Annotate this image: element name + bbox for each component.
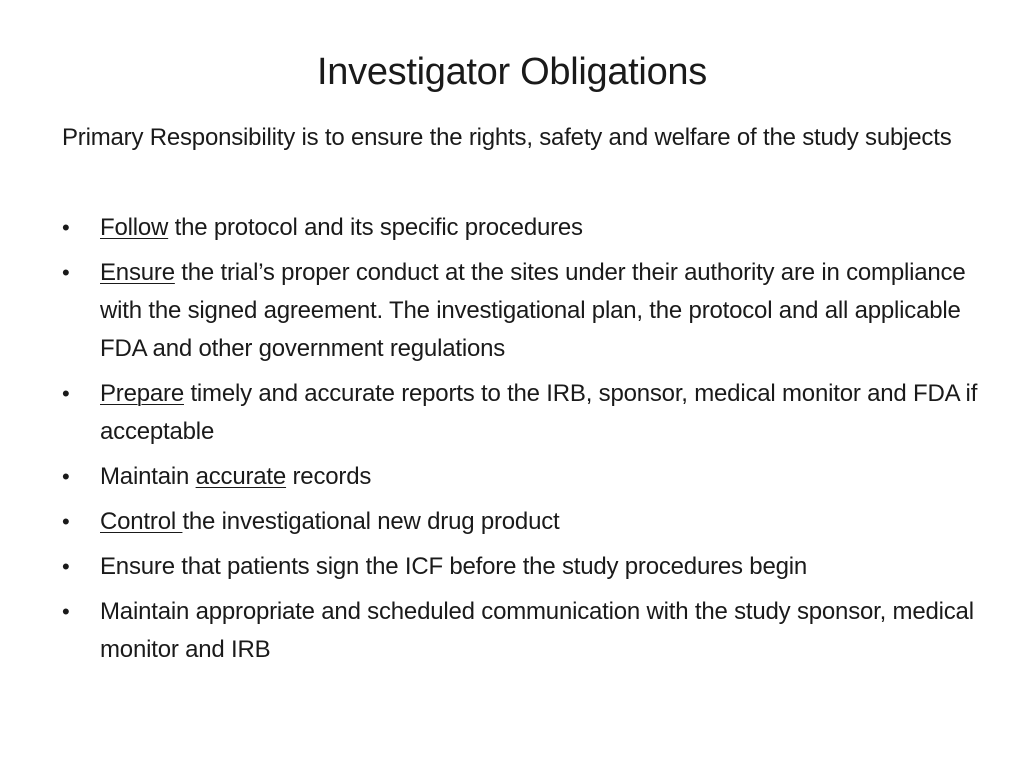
bullet-item-control <box>62 503 982 541</box>
bullet-keyword: Control <box>100 508 183 535</box>
bullet-item-maintain-records <box>62 458 982 496</box>
slide-title: Investigator Obligations <box>317 51 707 93</box>
bullet-text-after: records <box>286 463 372 490</box>
bullet-glyph: • <box>62 464 70 489</box>
bullet-item-ensure-conduct <box>62 254 982 368</box>
bullet-glyph: • <box>62 260 70 285</box>
bullet-glyph: • <box>62 381 70 406</box>
bullet-glyph: • <box>62 215 70 240</box>
bullet-glyph: • <box>62 509 70 534</box>
bullet-text: the trial’s proper conduct at the sites under their authority are in compliance with the signed agreement. The investigational plan, the protocol and all applicable FDA and other government regulations <box>100 259 966 362</box>
bullet-keyword: Prepare <box>100 380 184 407</box>
bullet-item-follow <box>62 209 982 247</box>
bullet-item-communication <box>62 593 982 669</box>
bullet-keyword: Follow <box>100 214 169 241</box>
bullet-item-icf <box>62 548 982 586</box>
bullet-text: timely and accurate reports to the IRB, sponsor, medical monitor and FDA if acceptable <box>100 380 978 445</box>
bullet-keyword: Ensure <box>100 259 175 286</box>
intro-text: Primary Responsibility is to ensure the rights, safety and welfare of the study subjects <box>62 124 952 151</box>
bullet-text: Ensure that patients sign the ICF before the study procedures begin <box>100 553 808 580</box>
bullet-glyph: • <box>62 554 70 579</box>
bullet-text: Maintain appropriate and scheduled communication with the study sponsor, medical monitor and IRB <box>100 598 974 663</box>
bullet-text: the investigational new drug product <box>182 508 560 535</box>
bullet-list <box>62 209 982 676</box>
bullet-glyph: • <box>62 599 70 624</box>
bullet-item-prepare <box>62 375 982 451</box>
bullet-text: the protocol and its specific procedures <box>168 214 583 241</box>
bullet-keyword: accurate <box>195 463 287 490</box>
bullet-text-before: Maintain <box>100 463 196 490</box>
